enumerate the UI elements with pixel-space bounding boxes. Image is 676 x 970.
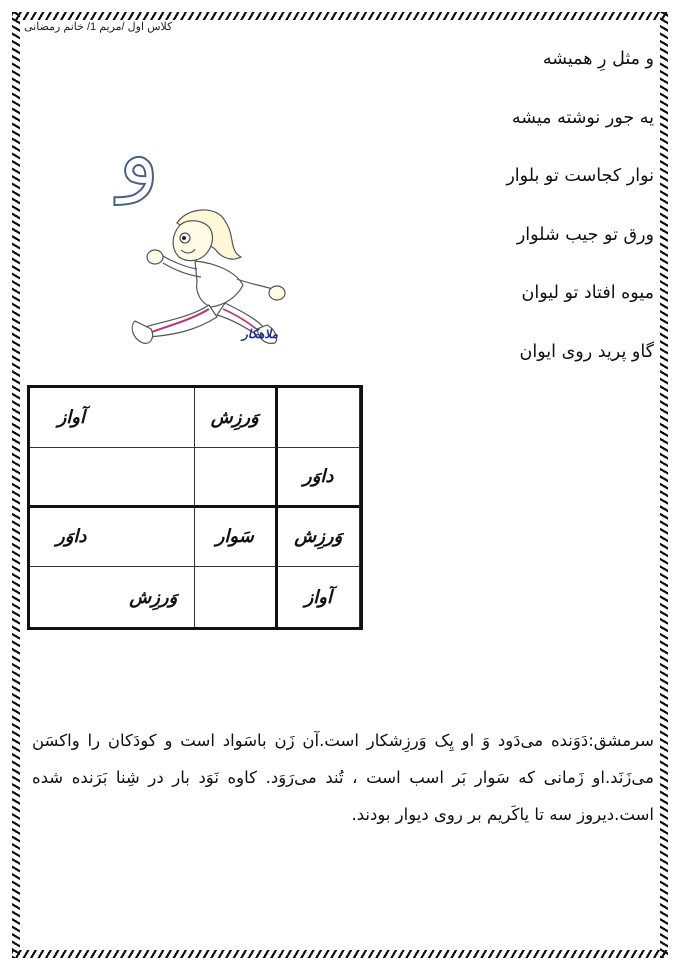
letter-vav-outline: و	[118, 105, 160, 205]
grid-cell: سَوار	[195, 508, 278, 568]
grid-cell	[30, 448, 113, 508]
grid-cell: وَرزِش	[278, 508, 361, 568]
dictation-exercise	[32, 722, 654, 833]
grid-cell	[113, 508, 196, 568]
grid-cell	[30, 567, 113, 627]
grid-cell	[278, 388, 361, 448]
grid-cell: آواز	[30, 388, 113, 448]
poem-line: یه جور نوشته میشه	[511, 107, 654, 128]
poem-line: میوه افتاد تو لیوان	[521, 283, 654, 303]
artist-signature: ملاهکار	[242, 327, 278, 341]
border-right	[660, 12, 668, 958]
poem-line: ورق تو جیب شلوار	[516, 224, 654, 245]
poem-line: گاو پرید روی ایوان	[519, 341, 654, 362]
border-bottom	[12, 950, 668, 958]
grid-cell	[113, 448, 196, 508]
word-grid	[27, 385, 363, 630]
poem-line: و مثل رِ همیشه	[542, 49, 654, 69]
grid-cell: وَرزِش	[113, 567, 196, 627]
grid-cell: داوَر	[30, 508, 113, 568]
grid-cell	[113, 388, 196, 448]
poem-line: نوار کجاست تو بلوار	[506, 166, 654, 186]
running-girl-illustration	[125, 205, 305, 355]
grid-cell: داوَر	[278, 448, 361, 508]
dictation-text: دَوَنده می‌دَود وَ او یِک وَرزِشکار است.آن زَن باسَواد است و کودَکان را واکسَن می‌زَنَد.او زَمانی که سَوار بَر اسب است ، تُند می‌رَوَد. کاوه نَوَد بار در شِنا بَرَنده شده است.دیروز سه تا یاکَریم بر روی دیوار بودند.	[32, 731, 654, 824]
class-header-note: کلاس اول /مریم 1/ خانم رمضانی	[24, 21, 173, 33]
grid-cell: آواز	[278, 567, 361, 627]
grid-cell: وَرزِش	[195, 388, 278, 448]
border-left	[12, 12, 20, 958]
poem	[506, 44, 654, 395]
border-top	[12, 12, 668, 20]
grid-cell	[195, 448, 278, 508]
grid-cell	[195, 567, 278, 627]
dictation-label: سرمشق:	[588, 731, 654, 750]
